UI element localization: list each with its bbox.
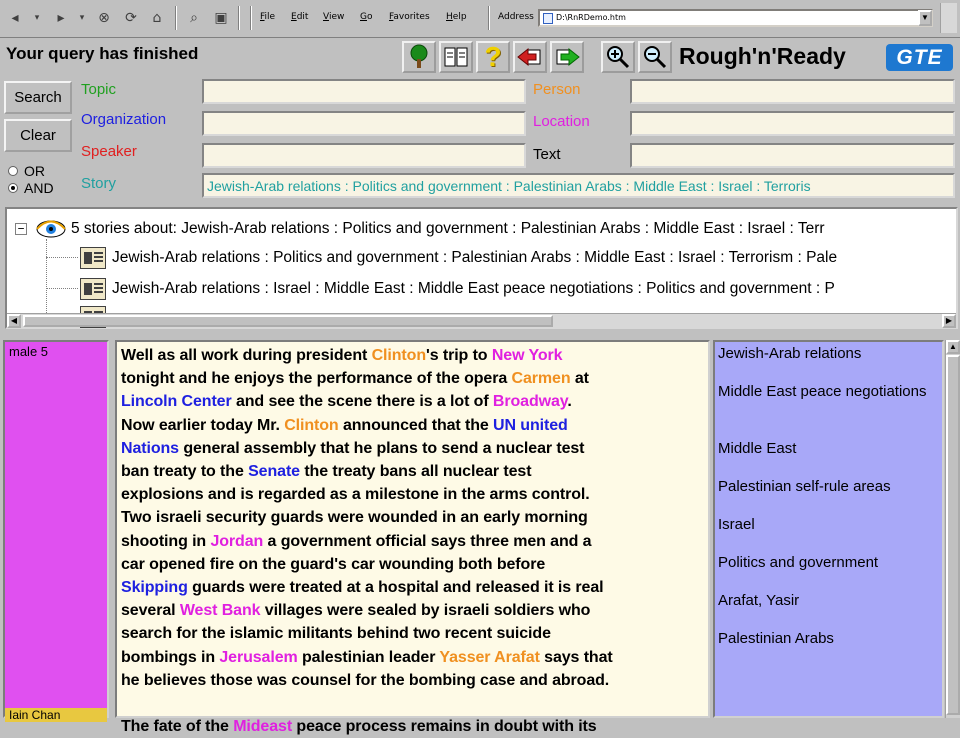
entity-org: Lincoln Center [121,393,232,411]
zoom-in-icon [605,44,631,70]
scroll-thumb[interactable] [946,355,960,715]
speaker-name: male 5 [9,344,49,359]
entity-location: Mideast [233,718,293,736]
app-title: Rough'n'Ready [679,43,846,69]
search-icon[interactable]: ⌕ [190,10,198,26]
transcript-line [121,646,704,669]
tree-root-label: 5 stories about: Jewish-Arab relations : Politics and government : Palestinian Arabs : Middle East : Israel : Terr [71,220,825,237]
query-form [0,76,960,204]
clear-button[interactable]: Clear [4,119,72,152]
back-arrow-button[interactable] [513,41,547,73]
transcript-segment: villages were sealed by israeli soldiers who [260,602,591,620]
story-doc-icon [80,278,106,300]
text-input[interactable] [630,143,955,168]
help-button[interactable] [476,41,510,73]
entity-location: New York [491,347,563,364]
toolbar-separator [250,6,252,30]
story-input[interactable]: Jewish-Arab relations : Politics and government : Palestinian Arabs : Middle East : Israel : Terroris [202,173,955,198]
toolbar-separator [238,6,240,30]
speaker-label: Speaker [81,143,137,160]
transcript-segment: Well as all work during president [121,347,372,364]
stop-icon[interactable]: ⊗ [98,10,110,26]
browser-toolbar [0,0,960,38]
topic-item[interactable]: Politics and government [718,554,879,571]
toolbar-separator [175,6,177,30]
entity-location: Jerusalem [219,648,298,666]
transcript-segment: and see the scene there is a lot of [231,393,493,411]
transcript-text [121,344,704,738]
tree-icon [406,44,432,70]
help-icon: ? [484,41,502,72]
refresh-icon[interactable]: ⟳ [125,10,137,26]
next-speaker-name: Iain Chan [5,708,107,722]
zoom-in-button[interactable] [601,41,635,73]
forward-arrow-icon [553,45,581,69]
back-arrow-icon [516,45,544,69]
scroll-right-icon[interactable]: ▶ [942,314,956,328]
transcript-segment: a government official says three men and a [263,532,592,550]
transcript-segment: Now earlier today Mr. [121,416,285,434]
location-label: Location [533,113,590,130]
scroll-left-icon[interactable]: ◀ [7,314,21,328]
collapse-icon[interactable]: − [15,223,27,235]
transcript-segment: Two israeli security guards were wounded in an early morning [121,509,588,527]
menu-view[interactable]: View [323,12,345,22]
entity-location: Broadway [492,393,568,411]
entity-person: Carmen [511,370,571,388]
transcript-segment: explosions and is regarded as a milestone in the arms control. [121,486,590,504]
entity-org: Senate [248,463,300,481]
tree-view-button[interactable] [402,41,436,73]
location-input[interactable] [630,111,955,136]
address-value: D:\RnRDemo.htm [556,13,626,22]
back-dropdown-icon[interactable]: ▾ [34,13,40,23]
topic-item[interactable]: Palestinian Arabs [718,630,834,647]
speaker-input[interactable] [202,143,526,168]
menu-favorites[interactable]: Favorites [389,12,430,22]
menu-file[interactable]: File [260,12,276,22]
person-input[interactable] [630,79,955,104]
transcript-pane [115,340,710,736]
tree-root[interactable] [7,215,825,243]
entity-person: Clinton [371,347,426,364]
book-button[interactable] [439,41,473,73]
transcript-line [121,692,704,715]
entity-location: West Bank [179,602,261,620]
transcript-line [121,576,704,599]
and-radio[interactable] [8,183,18,193]
transcript-segment: announced that the [338,416,494,434]
forward-dropdown-icon[interactable]: ▾ [79,13,85,23]
eye-icon [35,218,67,240]
menu-go[interactable]: Go [360,12,373,22]
topic-label: Topic [81,81,117,98]
transcript-line [121,553,704,576]
transcript-line [121,530,704,553]
transcript-line [121,344,704,367]
entity-location: Jordan [210,532,264,550]
address-label: Address [498,12,534,22]
transcript-line [121,390,704,413]
transcript-segment: several [121,602,180,620]
forward-arrow-button[interactable] [550,41,584,73]
page-icon [543,13,553,24]
story-tree [5,207,958,329]
gte-logo: GTE [886,44,953,71]
back-icon[interactable]: ◂ [11,10,19,26]
transcript-segment: bombings in [121,648,220,666]
topics-pane [713,340,944,718]
tree-connector [46,288,78,289]
entity-org: UN united [493,416,568,434]
transcript-line [121,669,704,692]
transcript-segment: car opened fire on the guard's car wounding both before [121,555,546,573]
or-radio[interactable] [8,166,18,176]
app-header [0,39,960,76]
search-button[interactable]: Search [4,81,72,114]
transcript-segment: the treaty bans all nuclear test [299,463,532,481]
topic-item[interactable]: Jewish-Arab relations [718,345,862,362]
topic-item[interactable]: Arafat, Yasir [718,592,800,609]
transcript-line [121,715,704,738]
transcript-line [121,483,704,506]
transcript-segment: peace process remains in doubt with its [292,718,597,736]
or-radio-option[interactable] [8,163,45,179]
tree-item[interactable] [80,275,835,303]
transcript-line [121,622,704,645]
story-doc-icon [80,247,106,269]
story-label: Story [81,175,117,192]
transcript-segment: palestinian leader [297,648,440,666]
transcript-segment: at [570,370,589,388]
zoom-out-icon [642,44,668,70]
speaker-pane [3,340,109,722]
home-icon[interactable]: ⌂ [152,10,162,26]
transcript-segment: 's trip to [426,347,492,364]
address-dropdown-icon[interactable]: ▼ [918,10,932,26]
organization-label: Organization [81,111,167,128]
entity-person: Clinton [284,416,339,434]
favorites-icon[interactable]: ▣ [214,10,228,26]
tree-connector [46,257,78,258]
toolbar-separator [488,6,490,30]
person-label: Person [533,81,581,98]
transcript-line [121,506,704,529]
topic-item[interactable]: Palestinian self-rule areas [718,478,891,495]
transcript-line [121,367,704,390]
scroll-up-icon[interactable]: ▲ [946,340,960,354]
tree-item-label: Jewish-Arab relations : Israel : Middle East : Middle East peace negotiations : Politics and government : P [112,280,835,297]
zoom-out-button[interactable] [638,41,672,73]
transcript-segment: search for the islamic militants behind two recent suicide [121,625,551,643]
tree-item-label: Jewish-Arab relations : Politics and government : Palestinian Arabs : Middle East : Israel : Terrorism : Pale [112,249,838,266]
topic-item[interactable]: Middle East peace negotiations [718,383,927,400]
text-label: Text [533,146,561,163]
browser-scrollbar[interactable] [940,3,957,33]
transcript-segment: shooting in [121,532,211,550]
transcript-segment: says that [539,648,613,666]
forward-icon[interactable]: ▸ [57,10,65,26]
scroll-thumb[interactable] [23,315,553,327]
entity-person: Yasser Arafat [439,648,540,666]
transcript-line [121,437,704,460]
transcript-segment: he believes those was counsel for the bombing case and abroad. [121,671,610,689]
menu-edit[interactable]: Edit [291,12,309,22]
topic-item[interactable]: Middle East [718,440,797,457]
or-label: OR [24,163,45,179]
entity-org: Nations [121,439,179,457]
tree-horizontal-scrollbar[interactable] [7,313,956,327]
and-label: AND [24,180,54,196]
topic-item[interactable]: Israel [718,516,755,533]
address-field[interactable] [538,9,933,27]
transcript-segment: ban treaty to the [121,463,249,481]
transcript-line [121,414,704,437]
query-status: Your query has finished [6,44,199,63]
and-radio-option[interactable] [8,180,54,196]
entity-org: Skipping [121,579,188,597]
menu-help[interactable]: Help [446,12,467,22]
transcript-segment: . [567,393,572,411]
transcript-segment: The fate of the [121,718,234,736]
transcript-line [121,599,704,622]
transcript-segment: tonight and he enjoys the performance of the opera [121,370,512,388]
transcript-segment: general assembly that he plans to send a nuclear test [178,439,585,457]
transcript-line [121,460,704,483]
transcript-segment: guards were treated at a hospital and released it is real [187,579,604,597]
book-icon [443,45,469,69]
topic-input[interactable] [202,79,526,104]
organization-input[interactable] [202,111,526,136]
page-vertical-scrollbar[interactable] [945,340,960,718]
tree-item[interactable] [80,244,837,272]
